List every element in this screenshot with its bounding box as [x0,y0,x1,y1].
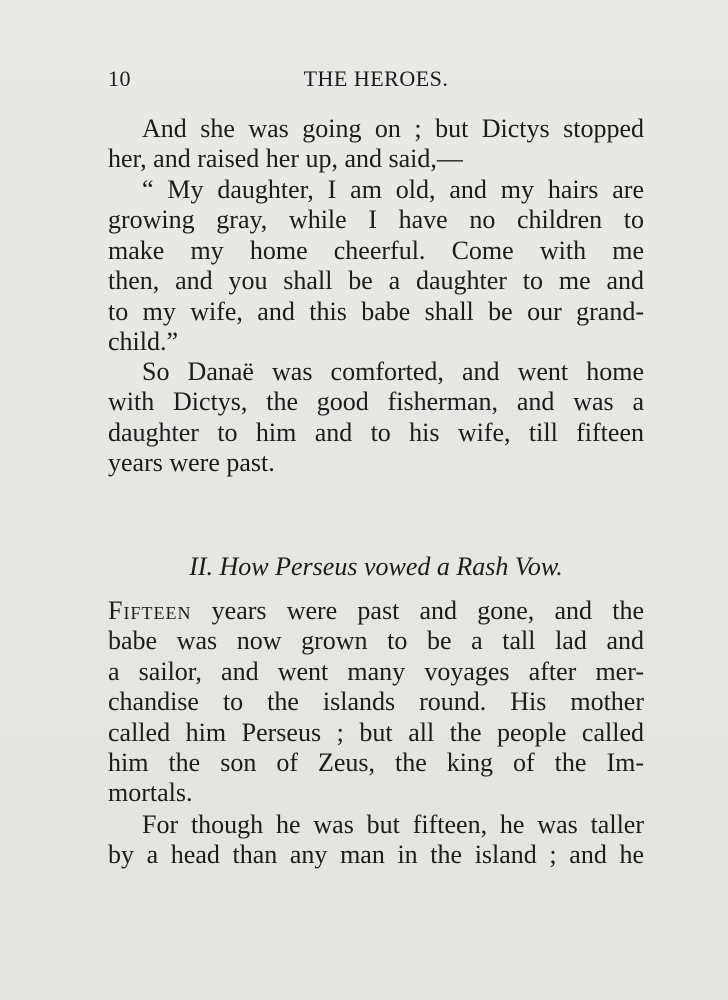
text-line: babe was now grown to be a tall lad and [108,626,644,656]
text-line: a sailor, and went many voyages after mer- [108,656,644,686]
running-title: THE HEROES. [303,66,449,91]
text-line: her, and raised her up, and said,— [108,144,463,174]
text-line: “ My daughter, I am old, and my hairs are [142,175,644,204]
text-line: mortals. [108,778,193,808]
text-line: And she was going on ; but Dictys stopped [142,114,644,143]
text-line: make my home cheerful. Come with me [108,235,644,265]
text-line: chandise to the islands round. His mother [108,687,644,717]
text-line: to my wife, and this babe shall be our grand- [108,296,644,326]
text-line-rest: years were past and gone, and the [191,596,644,625]
text-line: child.” [108,327,179,357]
paragraph [108,810,644,871]
page-header [108,66,644,92]
drop-word: Fifteen [108,596,192,625]
paragraph [108,114,644,175]
page-number: 10 [108,66,131,91]
text-line: then, and you shall be a daughter to me and [108,266,644,296]
section-heading: II. How Perseus vowed a Rash Vow. [189,552,563,581]
text-line: years were past. [108,448,275,478]
text-line [108,596,644,626]
text-line: by a head than any man in the island ; and he [108,840,644,870]
paragraph [108,175,644,357]
text-line: daughter to him and to his wife, till fifteen [108,417,644,447]
text-line: So Danaë was comforted, and went home [142,357,644,386]
text-line: him the son of Zeus, the king of the Im- [108,748,644,778]
paragraph [108,357,644,479]
text-line: For though he was but fifteen, he was taller [142,810,644,839]
paragraph [108,596,644,809]
text-line: with Dictys, the good fisherman, and was a [108,387,644,417]
text-line: called him Perseus ; but all the people called [108,717,644,747]
text-line: growing gray, while I have no children to [108,205,644,235]
